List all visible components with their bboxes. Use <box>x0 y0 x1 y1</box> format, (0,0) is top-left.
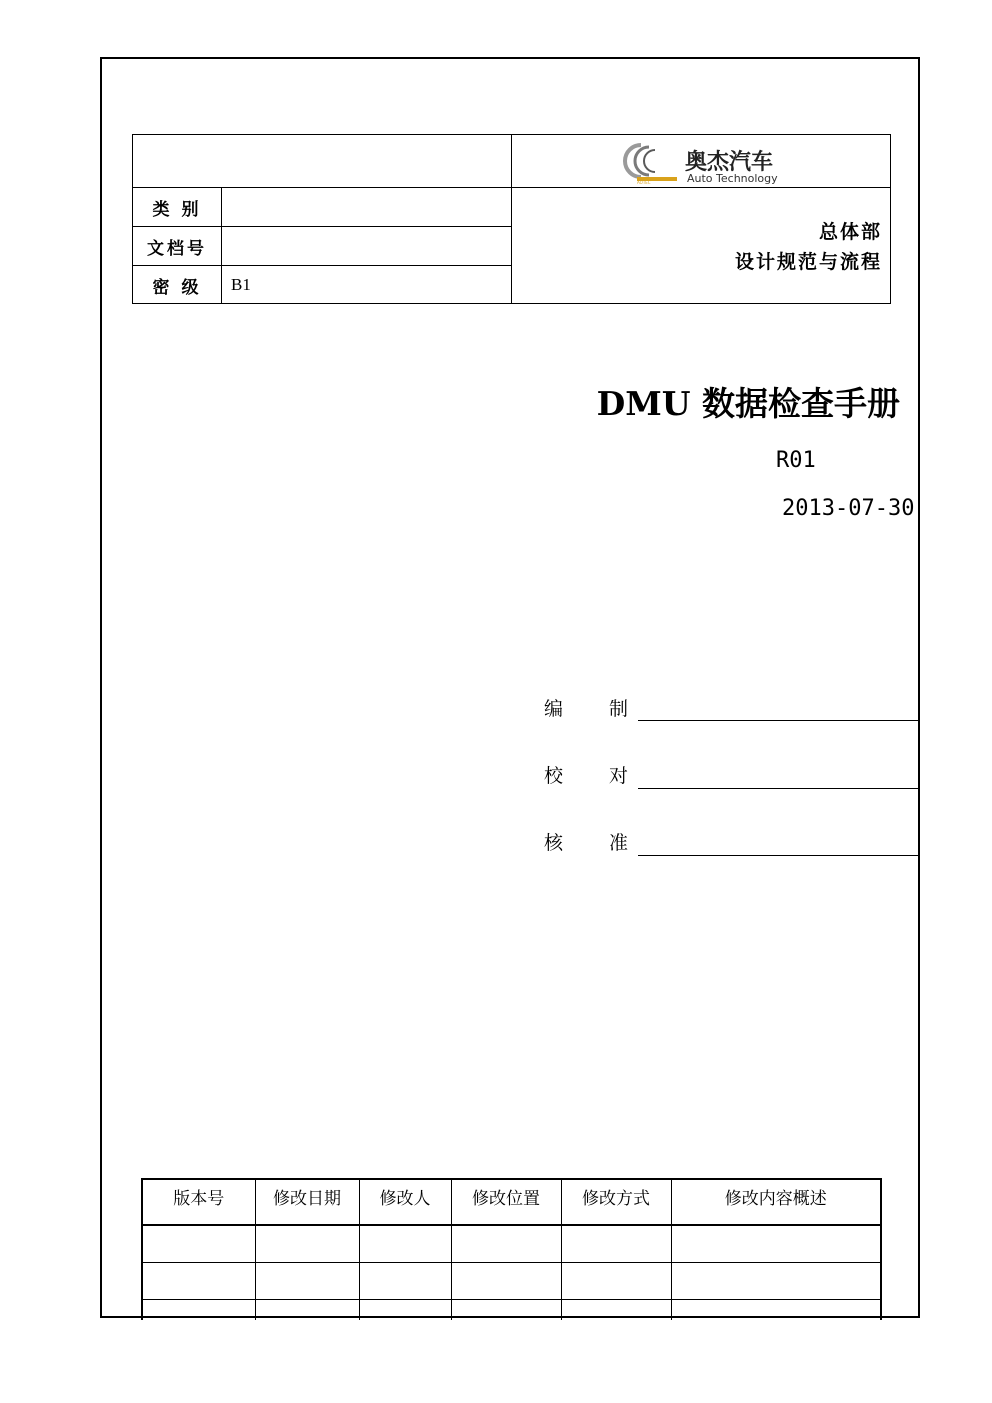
field-label-doc-number: 文档号 <box>147 238 207 259</box>
company-logo <box>613 137 853 185</box>
document-title: DMU 数据检查手册 <box>596 384 900 423</box>
table-header-row <box>142 1179 881 1225</box>
table-cell[interactable] <box>255 1225 359 1263</box>
signature-line-author[interactable] <box>638 720 919 721</box>
table-cell[interactable] <box>255 1300 359 1321</box>
column-header: 修改方式 <box>561 1179 671 1225</box>
table-cell[interactable] <box>142 1263 255 1300</box>
table-cell[interactable] <box>359 1300 451 1321</box>
department-name: 总体部 <box>818 221 882 243</box>
logo-name-cn: 奥杰汽车 <box>685 150 774 175</box>
table-cell[interactable] <box>671 1263 881 1300</box>
label-column-line <box>221 187 222 303</box>
revision-history-table <box>141 1178 882 1320</box>
table-cell[interactable] <box>142 1225 255 1263</box>
header-table <box>132 134 891 304</box>
field-label-category: 类 别 <box>152 199 202 220</box>
table-cell[interactable] <box>671 1300 881 1321</box>
signature-label-approver: 核 准 <box>544 832 649 854</box>
header-divider <box>511 135 512 303</box>
signature-label-author: 编 制 <box>544 698 649 720</box>
table-cell[interactable] <box>561 1300 671 1321</box>
table-row <box>142 1225 881 1263</box>
header-row-line <box>133 187 890 188</box>
table-cell[interactable] <box>561 1225 671 1263</box>
column-header: 修改位置 <box>451 1179 561 1225</box>
table-cell[interactable] <box>142 1300 255 1321</box>
signature-line-approver[interactable] <box>638 855 919 856</box>
revision-number: R01 <box>776 448 816 473</box>
table-cell[interactable] <box>451 1263 561 1300</box>
column-header: 修改内容概述 <box>671 1179 881 1225</box>
table-cell[interactable] <box>451 1225 561 1263</box>
table-cell[interactable] <box>359 1263 451 1300</box>
table-cell[interactable] <box>359 1225 451 1263</box>
field-label-security: 密 级 <box>152 277 202 298</box>
document-date: 2013-07-30 <box>782 496 915 521</box>
logo-small-mark: AOTEC <box>637 180 651 185</box>
table-cell[interactable] <box>561 1263 671 1300</box>
table-cell[interactable] <box>451 1300 561 1321</box>
table-row <box>142 1300 881 1321</box>
table-cell[interactable] <box>671 1225 881 1263</box>
column-header: 修改日期 <box>255 1179 359 1225</box>
document-category: 设计规范与流程 <box>734 251 882 273</box>
signature-label-checker: 校 对 <box>544 765 649 787</box>
column-header: 版本号 <box>142 1179 255 1225</box>
signature-line-checker[interactable] <box>638 788 919 789</box>
table-cell[interactable] <box>255 1263 359 1300</box>
column-header: 修改人 <box>359 1179 451 1225</box>
logo-name-en: Auto Technology <box>687 172 778 185</box>
table-row <box>142 1263 881 1300</box>
field-value-security: B1 <box>231 275 251 294</box>
